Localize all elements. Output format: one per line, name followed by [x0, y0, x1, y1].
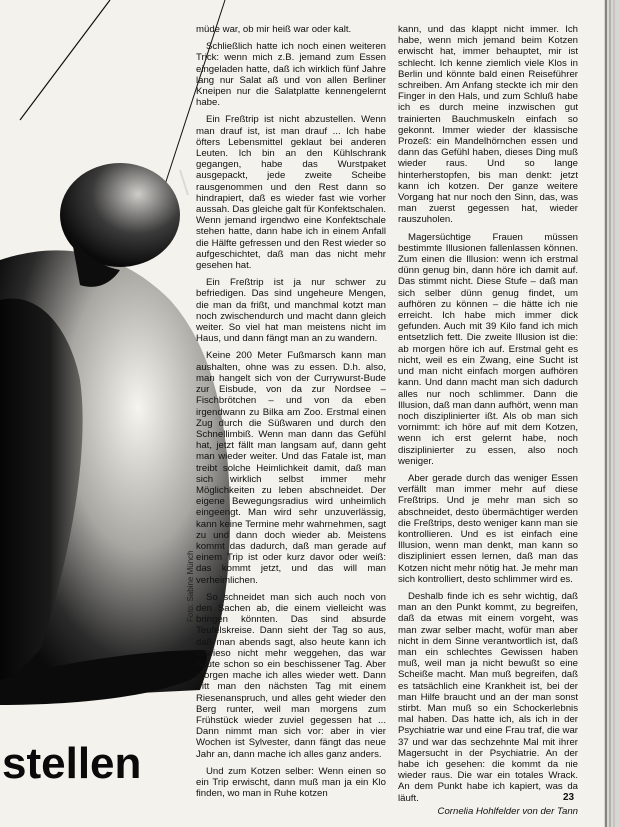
paragraph: Und zum Kotzen selber: Wenn einen so ein Trip erwischt, dann muß man ja ein Klo finden, wo man in Ruhe kotzen	[196, 765, 386, 800]
author-signature: Cornelia Hohlfelder von der Tann	[437, 805, 578, 817]
paragraph: Magersüchtige Frauen müssen bestimmte Illusionen fallenlassen können. Zum einen die Illusion: wenn ich erstmal dünn genug bin, dann höre ich damit auf. Das stimmt nicht. Diese Stufe – daß man sich selber dünn genug findet, um aufhören zu können – die hätte ich nie erreicht. Ich habe mich immer dick gefunden. Auch mit 39 Kilo fand ich mich entsetzlich fett. Die zweite Illusion ist die: ab morgen höre ich auf. Erstmal geht es nicht, weil es ein Zwang, eine Sucht ist und man nicht einfach morgen aufhören kann. Und dann macht man sich dadurch alles nur noch schlimmer. Dann die Illusion, daß man dann aufhört, wenn man noch disziplinierter ißt. Als ob man sich vornimmt: ich höre auf mit dem Kotzen, wenn ich erst gelernt habe, noch disziplinierter zu essen, also noch weniger.	[398, 231, 578, 467]
article-headline: stellen	[2, 739, 142, 788]
paragraph: So schneidet man sich auch noch von den Sachen ab, die einem vielleicht was bringen könnten. Das sind absurde Teufelskreise. Dann sieht der Tag so aus, daß man abends sagt, also heute kann ich sowieso nicht mehr weggehen, das war heute schon so ein beschissener Tag. Aber morgen mache ich alles wieder wett. Dann tritt man den nächsten Tag mit einem Riesenanspruch, und alles geht wieder den Berg runter, weil man morgens zum Frühstück wieder zuviel gegessen hat ... Dann nimmt man sich vor: aber in vier Wochen ist Sylvester, dann fängt das neue Jahr an, dann mache ich alles ganz anders.	[196, 591, 386, 760]
photo-credit: Foto: Sabine Münch	[186, 550, 195, 622]
paragraph: Keine 200 Meter Fußmarsch kann man aushalten, ohne was zu essen. D.h. also, man hangelt sich von der Currywurst-Bude zur Eisbude, von da zur Nordsee – Fischbrötchen – und von da eben irgendwann zu Bilka am Zoo. Erstmal einen Zug durch die Süßwaren und durch den Schnellimbiß. Wenn man dann das Gefühl hat, jetzt fällt man langsam auf, dann geht man wieder weiter. Und das Fatale ist, man treibt solche Heimlichkeit damit, daß man sich wirklich selbst immer mehr Möglichkeiten zu leben abschneidet. Der eigene Bewegungsradius wird unheimlich eingeengt. Man wird sehr unzuverlässig, kann keine Termine mehr wahrnehmen, sagt zu und dann doch wieder ab. Meistens kommt das dadurch, daß man gerade auf einem Trip ist oder kurz davor oder weiß: das kommt jetzt, und das will man verheimlichen.	[196, 350, 386, 586]
page-number: 23	[563, 792, 575, 803]
text-column-right	[398, 24, 578, 817]
binding-edge	[598, 0, 620, 827]
paragraph: müde war, ob mir heiß war oder kalt.	[196, 24, 352, 35]
paragraph: Schließlich hatte ich noch einen weiteren Trick: wenn mich z.B. jemand zum Essen eingeladen hatte, daß ich wirklich fünf Jahre lang nur Salat aß und von allen Berliner Kneipen nur die Salatplatte kennengelernt habe.	[196, 41, 386, 109]
paragraph: Ein Freßtrip ist nicht abzustellen. Wenn man drauf ist, ist man drauf ... Ich habe öfters Lebensmittel geklaut bei anderen Leuten. Ich bin an den Kühlschrank gegangen, habe das Wurstpaket ausgepackt, jede zweite Scheibe rausgenommen und den Rest dann so hindrapiert, daß es wieder fast wie vorher aussah. Das gleiche galt für Konfektschalen. Wenn jemand irgendwo eine Konfektschale stehen hatte, dann habe ich in einem Anfall die Hälfte gefressen und den Rest wieder so aufgeschichtet, daß man das nicht mehr gesehen hat.	[196, 114, 386, 272]
text-column-left	[196, 24, 386, 799]
paragraph: Deshalb finde ich es sehr wichtig, daß man an den Punkt kommt, zu begreifen, daß da etwas mit einem vorgeht, was man zwar selber macht, wofür man aber nicht in dem Sinne verantwortlich ist, daß man ein schlechtes Gewissen haben muß, weil man ja nicht bewußt so eine Scheiße macht. Man muß begreifen, daß es tatsächlich eine Krankheit ist, bei der man Hilfe braucht und an der man sonst stirbt. Man muß so ein Schockerlebnis mal haben. Das hatte ich, als ich in der Psychiatrie war und eine Frau traf, die war 37 und war das sechzehnte Mal mit ihrer Magersucht in der Psychiatrie. An der habe ich gesehen: die kommt da nie wieder raus. Die war ein totales Wrack. An dem Punkt habe ich kapiert, was da läuft.	[398, 590, 578, 804]
paragraph: Ein Freßtrip ist ja nur schwer zu befriedigen. Das sind ungeheure Mengen, die man da frißt, und manchmal kotzt man noch zwischendurch und macht dann gleich weiter. So viel hat man meistens nicht im Haus, und dann fängt man an zu wandern.	[196, 277, 386, 345]
paragraph: kann, und das klappt nicht immer. Ich habe, wenn mich jemand beim Kotzen erwischt hat, immer behauptet, mir ist schlecht. Ich kenne ziemlich viele Klos in Berlin und könnte bald einen Reiseführer schreiben. Am Anfang steckte ich mir den Finger in den Hals, und zum Schluß habe ich es durch meine inzwischen gut trainierten Bauchmuskeln einfach so gekonnt. Immer wieder der klassische Prozeß: ein Mandelhörnchen essen und dann das Gefühl haben, dieses Ding muß wieder raus. Und so lange hinterherstopfen, bis man denkt: jetzt kann ich kotzen. Der ganze weitere Vorgang hat nur noch den Sinn, das, was man zuerst gegessen hat, wieder rauszuholen.	[398, 24, 578, 226]
paragraph: Aber gerade durch das weniger Essen verfällt man immer mehr auf diese Freßtrips. Und je mehr man sich so abschneidet, desto übermächtiger werden die Freßtrips, desto weniger kann man sie kontrollieren. Und es ist einfach eine Illusion, wenn man denkt, man kann so diszipliniert essen lernen, daß man das Kotzen nicht mehr nötig hat. Je mehr man sich kontrolliert, desto schlimmer wird es.	[398, 472, 578, 585]
